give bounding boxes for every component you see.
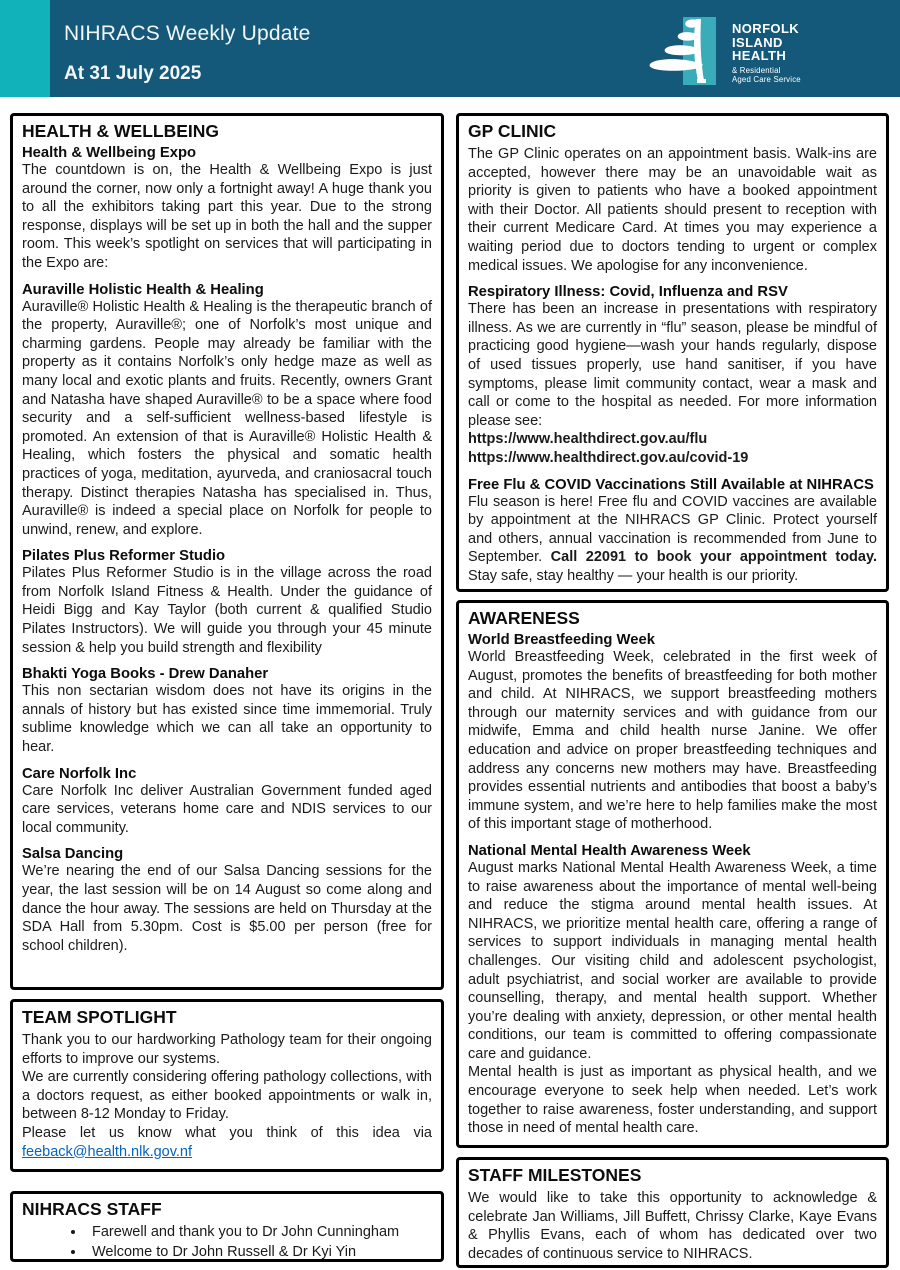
section-awareness bbox=[456, 600, 889, 1148]
vaccination-text-end: Stay safe, stay healthy — your health is our priority. bbox=[468, 567, 799, 584]
masthead bbox=[0, 0, 900, 97]
subheading-breastfeeding-week: World Breastfeeding Week bbox=[468, 632, 655, 648]
paragraph-team-2: We are currently considering offering pathology collections, with a doctors request, as either booked appointments or walk in, between 8-12 Monday to Friday. bbox=[22, 1069, 432, 1123]
paragraph-mental-health-2: Mental health is just as important as physical health, and we encourage everyone to seek help when needed. Let’s work together to raise awareness, foster understanding, and support those in need of mental health care. bbox=[468, 1064, 877, 1137]
subheading-mental-health-week: National Mental Health Awareness Week bbox=[468, 842, 751, 859]
section-heading: GP CLINIC bbox=[468, 121, 557, 141]
paragraph-team-1: Thank you to our hardworking Pathology team for their ongoing efforts to improve our systems. bbox=[22, 1032, 432, 1067]
logo-word-island: ISLAND bbox=[732, 34, 783, 50]
paragraph-pilates: Pilates Plus Reformer Studio is in the village across the road from Norfolk Island Fitness & Health. Under the guidance of Heidi Bigg and Kay Taylor (both current & qualified Studio Pilates Instructors). We will guide you through your 45 minute session & help you build strength and flexibility bbox=[22, 565, 432, 656]
paragraph-breastfeeding-week: World Breastfeeding Week, celebrated in the first week of August, promotes the benefits of breastfeeding for both mother and child. At NIHRACS, we support breastfeeding mothers through our maternity services and with guidance from our midwife, Emma and child health nurse Janine. We offer education and advice on proper breastfeeding techniques and address any concerns new mothers may have. Breastfeeding provides essential nutrients and antibodies that boost a baby’s immune system, and we’re here to help families make the most of this important stage of motherhood. bbox=[468, 649, 877, 833]
staff-bullet-welcome: • Welcome to Dr John Russell & Dr Kyi Yin bbox=[86, 1243, 432, 1263]
paragraph-milestones: We would like to take this opportunity to acknowledge & celebrate Jan Williams, Jill Buffett, Chrissy Clarke, Kaye Evans & Phyllis Evans, each of whom has dedicated over two decades of continuous service to NIHRACS. bbox=[468, 1190, 877, 1262]
logo-word-health: HEALTH bbox=[732, 48, 787, 63]
paragraph-mental-health-1: August marks National Mental Health Awareness Week, a time to raise awareness about the importance of mental well-being and reduce the stigma around mental health issues. At NIHRACS, we prioritize mental health care, offering a range of services to support individuals in managing mental health challenges. Our visiting child and adolescent psychologist, adult psychiatrist, and social worker are available to provide counselling, therapy, and mental health support. Whether you’re dealing with anxiety, depression, or other mental health conditions, our team is committed to offering compassionate care and guidance. bbox=[468, 859, 877, 1062]
section-heading: TEAM SPOTLIGHT bbox=[22, 1007, 177, 1027]
subheading-auraville: Auraville Holistic Health & Healing bbox=[22, 281, 264, 298]
subheading-pilates: Pilates Plus Reformer Studio bbox=[22, 548, 226, 565]
norfolk-pine-tree-icon bbox=[683, 17, 716, 85]
paragraph-gp-appointments: The GP Clinic operates on an appointment basis. Walk-ins are accepted, however there may be an unavoidable wait as priority is given to patients who have a booked appointment with their Doctor. All patients should present to reception with their current Medicare Card. At times you may experience a waiting period due to doctors tending to urgent or complex medical issues. We apologise for any inconvenience. bbox=[468, 146, 877, 274]
staff-bullet-farewell: • Farewell and thank you to Dr John Cunningham bbox=[86, 1223, 432, 1243]
paragraph-care-norfolk: Care Norfolk Inc deliver Australian Government funded aged care services, veterans home care and NDIS services to our local community. bbox=[22, 782, 432, 836]
section-heading: AWARENESS bbox=[468, 608, 580, 628]
booking-phone-callout: Call 22091 to book your appointment today. bbox=[550, 549, 877, 566]
subheading-salsa: Salsa Dancing bbox=[22, 846, 124, 863]
paragraph-auraville: Auraville® Holistic Health & Healing is the therapeutic branch of the property, Auraville®; one of Norfolk’s most unique and charming gardens. People may already be familiar with the property as it contains Norfolk’s only hedge maze as well as many local and exotic plants and fruits. Recently, owners Grant and Natasha have shaped Auraville® to be a space where food security and a self-sufficient wellness-based lifestyle is promoted. An extension of that is Auraville® Holistic Health & Healing, which fosters the physical and somatic health practices of yoga, meditation, ayurveda, and craniosacral touch therapy. Distinct therapies Natasha has specialised in. Thus, Auraville® is indeed a special place on Norfolk for people to unwind, renew, and explore. bbox=[22, 298, 432, 538]
paragraph-respiratory: There has been an increase in presentations with respiratory illness. As we are currently in “flu” season, please be mindful of practicing good hygiene—wash your hands regularly, dispose of used tissues properly, use hand sanitiser, if you have symptoms, please limit community contact, wear a mask and call or come to the hospital as needed. For more information please see: bbox=[468, 301, 877, 429]
section-heading: NIHRACS STAFF bbox=[22, 1199, 162, 1219]
section-team-spotlight bbox=[10, 999, 444, 1172]
feedback-email-link[interactable]: feeback@health.nlk.gov.nf bbox=[22, 1143, 193, 1160]
healthdirect-flu-link[interactable]: https://www.healthdirect.gov.au/flu bbox=[468, 431, 708, 448]
paragraph-bhakti: This non sectarian wisdom does not have its origins in the annals of history but has existed since time immemorial. Truly sublime knowledge which we can all take an opportunity to hear. bbox=[22, 683, 432, 756]
subheading-vaccinations: Free Flu & COVID Vaccinations Still Available at NIHRACS bbox=[468, 476, 874, 493]
section-heading: STAFF MILESTONES bbox=[468, 1165, 642, 1185]
section-gp-clinic bbox=[456, 113, 889, 592]
org-logo bbox=[640, 17, 801, 85]
healthdirect-covid-link[interactable]: https://www.healthdirect.gov.au/covid-19 bbox=[468, 449, 749, 466]
staff-bullet-list bbox=[22, 1223, 432, 1262]
logo-sub-aged-care: Aged Care Service bbox=[732, 74, 801, 84]
newsletter-date: At 31 July 2025 bbox=[64, 63, 202, 84]
paragraph-team-3 bbox=[22, 1124, 432, 1161]
subheading-expo: Health & Wellbeing Expo bbox=[22, 145, 197, 161]
section-nihracs-staff bbox=[10, 1191, 444, 1262]
logo-sub-residential: & Residential bbox=[732, 65, 781, 75]
section-staff-milestones bbox=[456, 1157, 889, 1268]
feedback-text: Please let us know what you think of this idea via bbox=[22, 1124, 432, 1141]
paragraph-salsa: We’re nearing the end of our Salsa Dancing sessions for the year, the last session will be on 14 August so come along and dance the hour away. The sessions are held on Thursday at the SDA Hall from 5.30pm. Cost is $5.00 per person (free for school children). bbox=[22, 863, 432, 954]
subheading-care-norfolk: Care Norfolk Inc bbox=[22, 765, 137, 782]
section-health-wellbeing bbox=[10, 113, 444, 990]
paragraph-expo: The countdown is on, the Health & Wellbeing Expo is just around the corner, now only a fortnight away! A huge thank you to all the exhibitors taking part this year. Due to the strong response, displays will be set up in both the hall and the supper room. This week’s spotlight on services that will participating in the Expo are: bbox=[22, 162, 432, 271]
logo-word-norfolk: NORFOLK bbox=[732, 21, 800, 36]
vaccination-text: Flu season is here! Free flu and COVID vaccines are available by appointment at the NIHRACS GP Clinic. Protect yourself and others, annual vaccination is recommended from June to September. bbox=[468, 493, 877, 566]
masthead-accent-stripe bbox=[0, 0, 50, 97]
org-logo-text bbox=[732, 17, 801, 84]
subheading-bhakti: Bhakti Yoga Books - Drew Danaher bbox=[22, 666, 269, 683]
paragraph-vaccinations bbox=[468, 493, 877, 586]
section-heading: HEALTH & WELLBEING bbox=[22, 121, 220, 141]
newsletter-title: NIHRACS Weekly Update bbox=[64, 22, 311, 45]
subheading-respiratory: Respiratory Illness: Covid, Influenza and RSV bbox=[468, 284, 788, 301]
